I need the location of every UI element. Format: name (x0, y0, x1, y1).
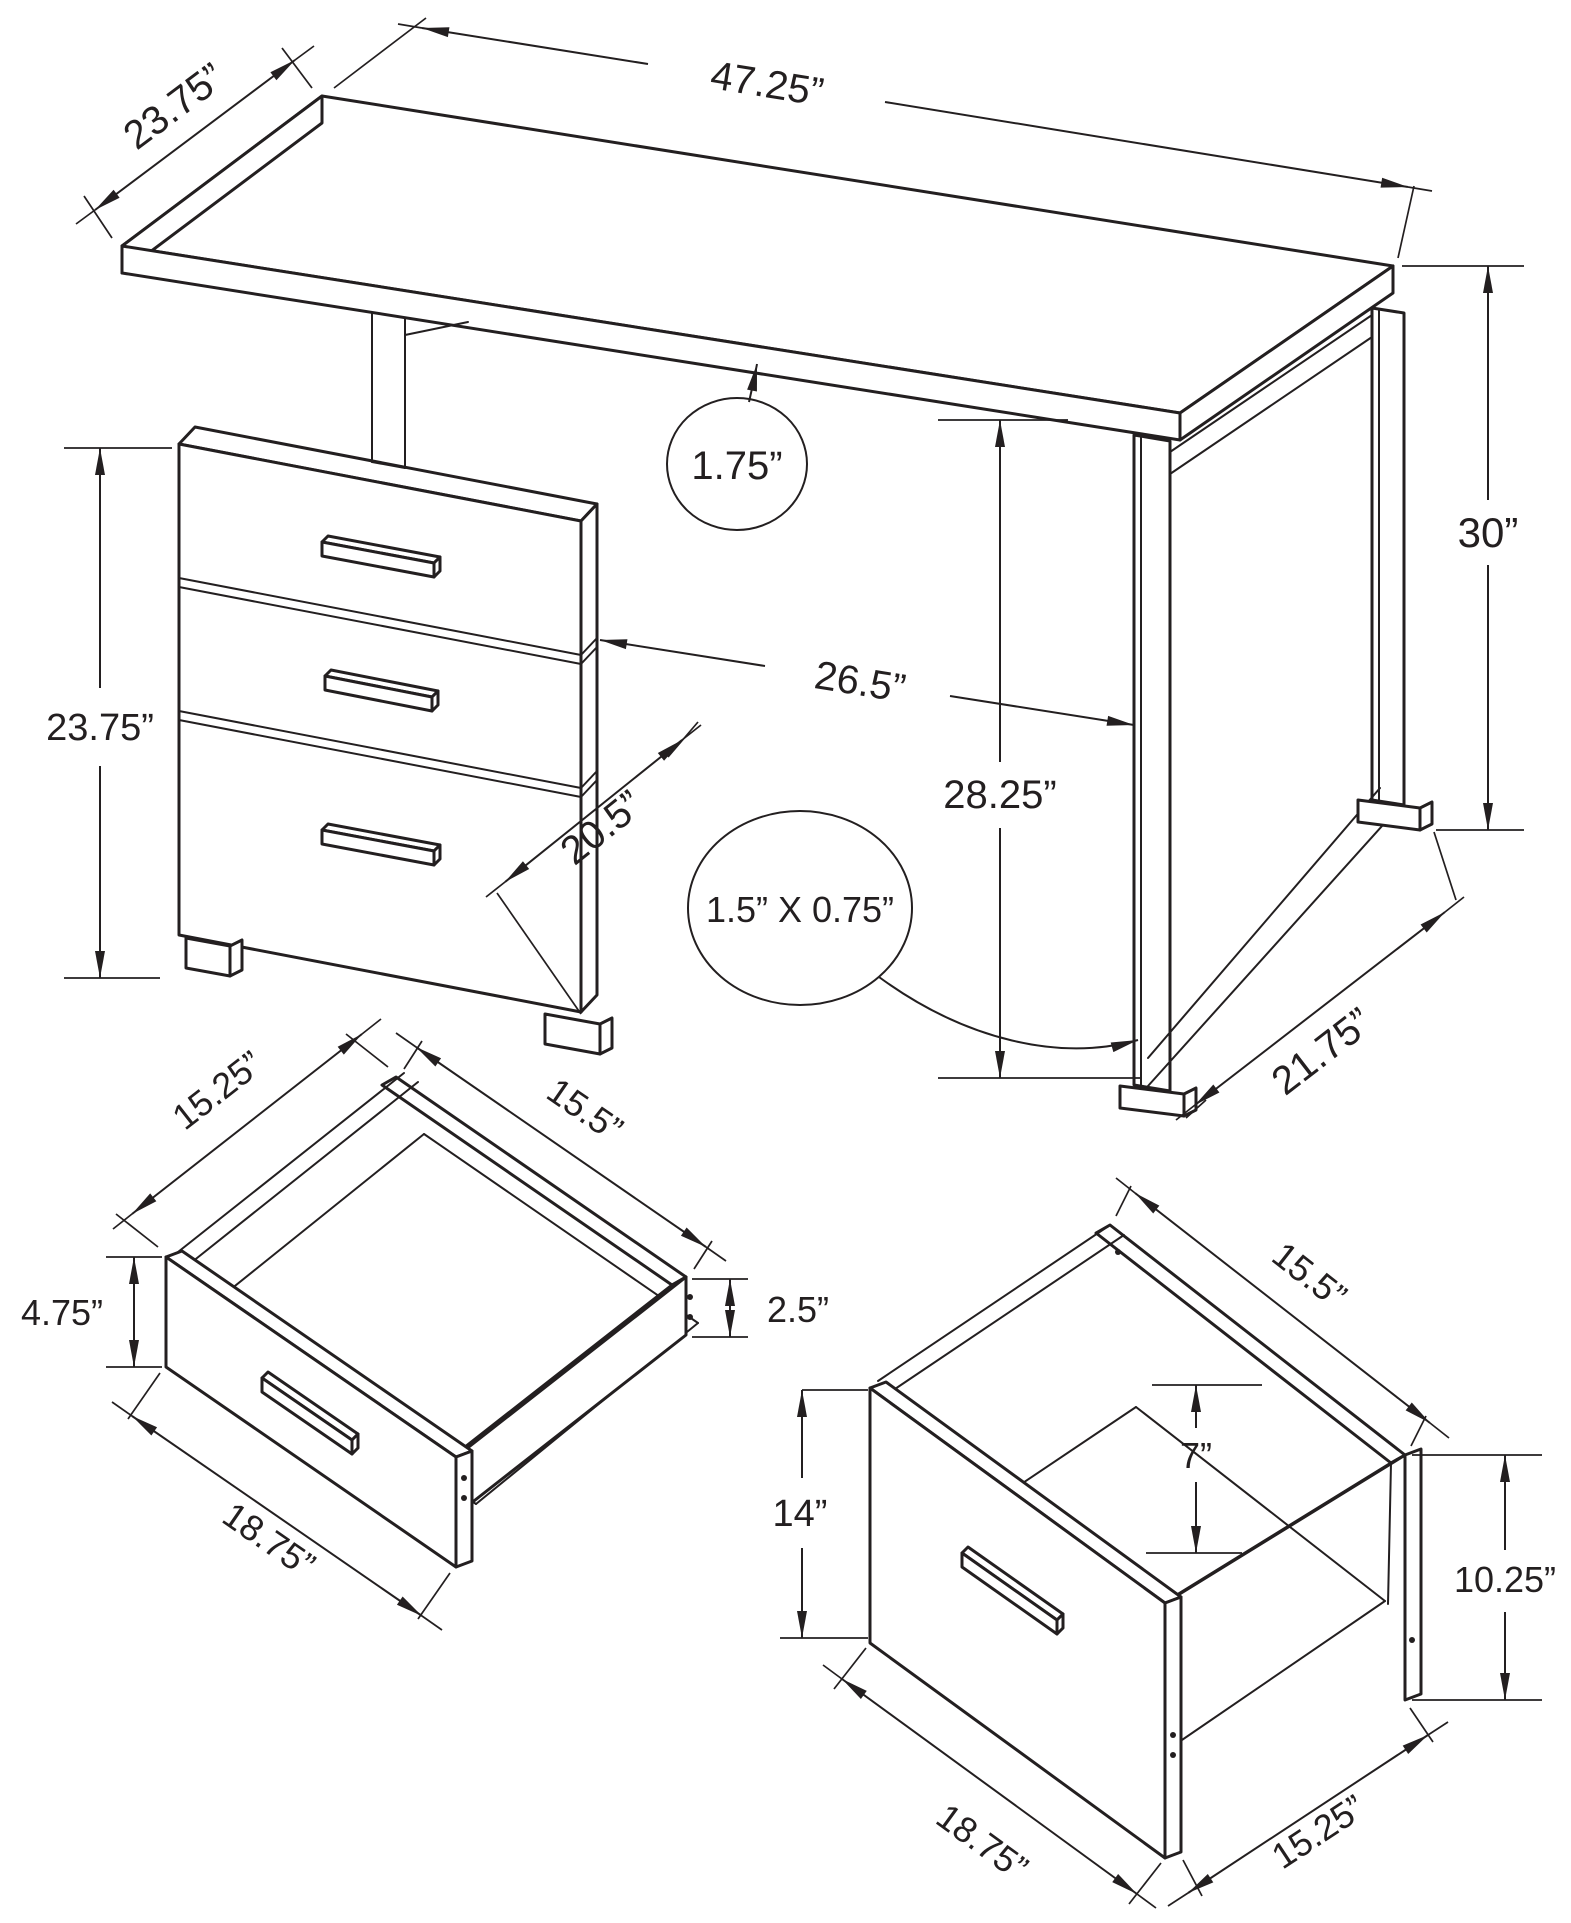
dim-file-drawer-inner-height (1146, 1385, 1262, 1553)
dim-label-fd-inner-height: 7” (1179, 1435, 1213, 1476)
dim-label-top-depth: 23.75” (115, 54, 233, 159)
dim-label-sd-side-height: 2.5” (766, 1289, 830, 1330)
dim-label-knee-width: 26.5” (811, 653, 909, 712)
dim-label-fd-front-width: 18.75” (929, 1795, 1036, 1889)
dim-label-leg-depth: 21.75” (1263, 999, 1381, 1104)
dim-small-drawer-side-height (692, 1279, 829, 1337)
dim-label-sd-width: 15.5” (539, 1069, 631, 1150)
dim-label-fd-front-height: 14” (772, 1493, 828, 1535)
dim-label-overall-height: 30” (1457, 509, 1519, 556)
dim-pedestal-height (46, 448, 172, 978)
dim-small-drawer-width (396, 1033, 726, 1269)
dim-label-top-width: 47.25” (707, 53, 827, 115)
dim-file-drawer-front-height (773, 1390, 868, 1638)
dim-file-drawer-width (1116, 1178, 1449, 1446)
dim-top-thickness (667, 364, 807, 530)
dim-file-drawer-side-height (1412, 1455, 1556, 1700)
file-drawer-drawing (870, 1225, 1421, 1858)
dim-label-sd-front-width: 18.75” (215, 1493, 323, 1586)
dim-label-fd-side-height: 10.25” (1453, 1559, 1557, 1600)
dim-label-fd-width: 15.5” (1264, 1233, 1355, 1317)
dim-label-fd-bottom-depth: 15.25” (1264, 1786, 1373, 1877)
dim-label-sd-depth: 15.25” (164, 1042, 271, 1138)
top-support-bracket (372, 313, 468, 468)
pedestal-cabinet (179, 427, 612, 1054)
dim-label-pedestal-depth: 20.5” (552, 782, 652, 874)
dim-knee-width (600, 640, 1134, 725)
desk-top-slab (122, 96, 1393, 440)
dim-overall-height (1402, 266, 1524, 830)
small-drawer-drawing (166, 1073, 698, 1567)
dim-label-underside-height: 28.25” (943, 773, 1057, 817)
dim-small-drawer-front-height (21, 1257, 162, 1367)
dim-leg-tube-callout (688, 811, 1138, 1048)
dim-underside-height (938, 420, 1140, 1078)
dim-label-leg-tube: 1.5” X 0.75” (705, 889, 895, 930)
dim-label-pedestal-height: 23.75” (46, 707, 154, 749)
dim-small-drawer-depth (113, 1019, 388, 1247)
dim-label-top-thickness: 1.75” (691, 444, 783, 488)
dim-file-drawer-bottom-depth (1168, 1708, 1448, 1906)
dim-label-sd-front-height: 4.75” (20, 1292, 104, 1333)
